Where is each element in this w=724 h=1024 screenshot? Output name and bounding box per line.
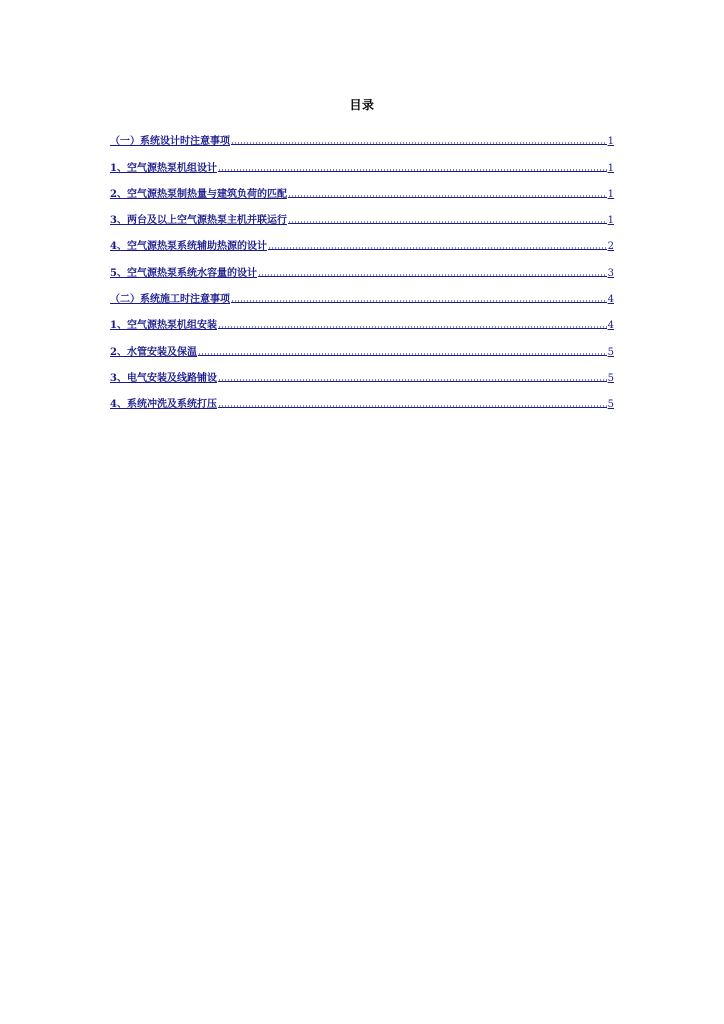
toc-page-number: 5 — [607, 372, 614, 384]
toc-entry-text: （二）系统施工时注意事项 — [110, 294, 230, 306]
toc-entry-electrical-wiring[interactable] — [110, 359, 614, 385]
toc-entry-water-capacity[interactable] — [110, 253, 614, 279]
toc-entry-load-matching[interactable] — [110, 175, 614, 201]
dot-leader — [218, 399, 607, 408]
toc-title: 目录 — [349, 98, 375, 112]
toc-page-number: 2 — [607, 241, 614, 253]
toc-entry-text: 1、空气源热泵机组设计 — [110, 162, 217, 174]
dot-leader — [268, 241, 607, 250]
dot-leader — [231, 136, 607, 145]
toc-entry-auxiliary-heat[interactable] — [110, 227, 614, 253]
dot-leader — [218, 320, 607, 329]
toc-page-number: 4 — [607, 294, 614, 306]
toc-entry-text: 2、空气源热泵制热量与建筑负荷的匹配 — [110, 188, 287, 200]
toc-entry-flushing-pressure-test[interactable] — [110, 385, 614, 411]
table-of-contents — [110, 122, 614, 411]
toc-entry-parallel-operation[interactable] — [110, 201, 614, 227]
toc-entry-pipe-insulation[interactable] — [110, 332, 614, 358]
toc-entry-text: 3、电气安装及线路铺设 — [110, 372, 217, 384]
toc-page-number: 3 — [607, 267, 614, 279]
toc-entry-text: （一）系统设计时注意事项 — [110, 136, 230, 148]
toc-page-number: 1 — [607, 136, 614, 148]
toc-page-number: 1 — [607, 188, 614, 200]
toc-entry-unit-design[interactable] — [110, 148, 614, 174]
dot-leader — [258, 268, 607, 277]
toc-entry-text: 1、空气源热泵机组安装 — [110, 320, 217, 332]
toc-entry-text: 4、系统冲洗及系统打压 — [110, 399, 217, 411]
toc-entry-text: 4、空气源热泵系统辅助热源的设计 — [110, 241, 267, 253]
toc-page-number: 1 — [607, 162, 614, 174]
toc-entry-unit-installation[interactable] — [110, 306, 614, 332]
toc-entry-text: 5、空气源热泵系统水容量的设计 — [110, 267, 257, 279]
toc-page-number: 5 — [607, 346, 614, 358]
dot-leader — [218, 373, 607, 382]
toc-page-number: 1 — [607, 215, 614, 227]
dot-leader — [218, 163, 607, 172]
toc-page-number: 4 — [607, 320, 614, 332]
dot-leader — [288, 189, 607, 198]
dot-leader — [198, 347, 607, 356]
dot-leader — [288, 215, 607, 224]
toc-entry-construction-section[interactable] — [110, 280, 614, 306]
toc-entry-design-section[interactable] — [110, 122, 614, 148]
toc-entry-text: 3、两台及以上空气源热泵主机并联运行 — [110, 215, 287, 227]
toc-entry-text: 2、水管安装及保温 — [110, 346, 197, 358]
toc-page-number: 5 — [607, 399, 614, 411]
dot-leader — [231, 294, 607, 303]
